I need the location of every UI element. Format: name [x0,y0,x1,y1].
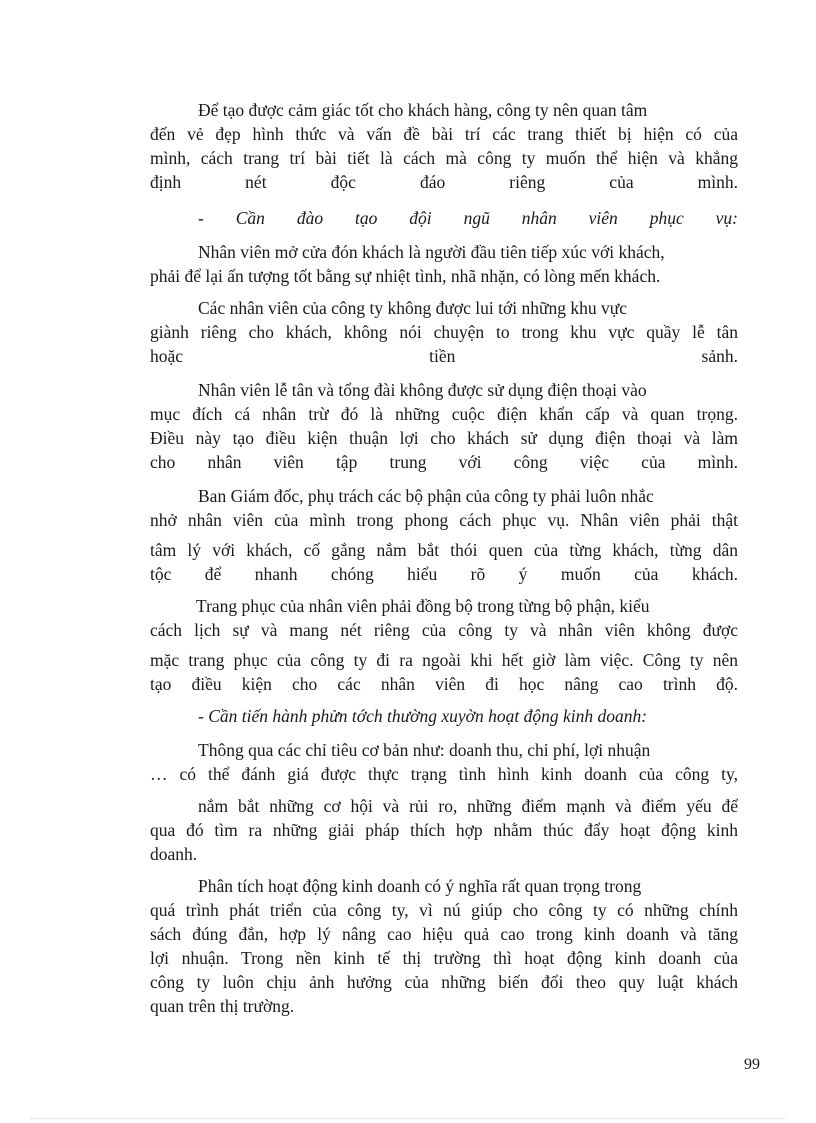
text-line: Để tạo được cảm giác tốt cho khách hàng, công ty nên quan tâm [198,100,648,120]
text-line: tộc để nhanh chóng hiểu rõ ý muốn của khách. [150,564,738,584]
page-border-dotted [30,1118,786,1119]
text-line: lợi nhuận. Trong nền kinh tế thị trường thì hoạt động kinh doanh của [150,948,738,968]
text-line: Điều này tạo điều kiện thuận lợi cho khách sử dụng điện thoại và làm [150,428,738,448]
text-line: cách lịch sự và mang nét riêng của công ty và nhân viên không được [150,620,738,640]
text-line: Nhân viên mở cửa đón khách là người đầu tiên tiếp xúc với khách, [198,242,665,262]
text-line: định nét độc đáo riêng của mình. [150,172,738,192]
text-line: phải để lại ấn tượng tốt bằng sự nhiệt tình, nhã nhặn, có lòng mến khách. [150,266,661,286]
text-line: quá trình phát triển của công ty, vì nú giúp cho công ty có những chính [150,900,738,920]
text-line: Trang phục của nhân viên phải đồng bộ trong từng bộ phận, kiểu [196,596,650,616]
text-line: Ban Giám đốc, phụ trách các bộ phận của công ty phải luôn nhắc [198,486,654,506]
text-line: Nhân viên lễ tân và tổng đài không được sử dụng điện thoại vào [198,380,647,400]
text-line: giành riêng cho khách, không nói chuyện to trong khu vực quầy lễ tân [150,322,738,342]
text-line: mục đích cá nhân trừ đó là những cuộc điện khẩn cấp và quan trọng. [150,404,738,424]
heading-text: - Cần tiến hành phửn tớch thường xuyờn hoạt động kinh doanh: [198,706,648,726]
text-line: tạo điều kiện cho các nhân viên đi học nâng cao trình độ. [150,674,738,694]
text-line: nắm bắt những cơ hội và rủi ro, những điểm mạnh và điểm yếu để [198,796,738,816]
text-line: đến vẻ đẹp hình thức và vấn đề bài trí các trang thiết bị hiện có của [150,124,738,144]
page-number: 99 [744,1056,760,1073]
text-line: hoặc tiền sảnh. [150,346,738,366]
text-line: doanh. [150,844,198,864]
text-line: công ty luôn chịu ảnh hưởng của những biến đổi theo quy luật khách [150,972,738,992]
text-line: Thông qua các chỉ tiêu cơ bản như: doanh thu, chi phí, lợi nhuận [198,740,651,760]
text-line: nhở nhân viên của mình trong phong cách phục vụ. Nhân viên phải thật [150,510,738,530]
text-line: Các nhân viên của công ty không được lui tới những khu vực [198,298,627,318]
heading-text: - Cần đào tạo đội ngũ nhân viên phục vụ: [198,208,738,228]
text-line: mình, cách trang trí bài tiết là cách mà công ty muốn thể hiện và khẳng [150,148,738,168]
text-line: mặc trang phục của công ty đi ra ngoài khi hết giờ làm việc. Công ty nên [150,650,738,670]
text-line: quan trên thị trường. [150,996,295,1016]
text-line: tâm lý với khách, cố gắng nắm bắt thói quen của từng khách, từng dân [150,540,738,560]
text-line: cho nhân viên tập trung với công việc của mình. [150,452,738,472]
text-line: sách đúng đắn, hợp lý nâng cao hiệu quả cao trong kinh doanh và tăng [150,924,738,944]
text-line: Phân tích hoạt động kinh doanh có ý nghĩa rất quan trọng trong [198,876,642,896]
text-line: … có thể đánh giá được thực trạng tình hình kinh doanh của công ty, [150,764,738,784]
text-line: qua đó tìm ra những giải pháp thích hợp nhằm thúc đẩy hoạt động kinh [150,820,738,840]
